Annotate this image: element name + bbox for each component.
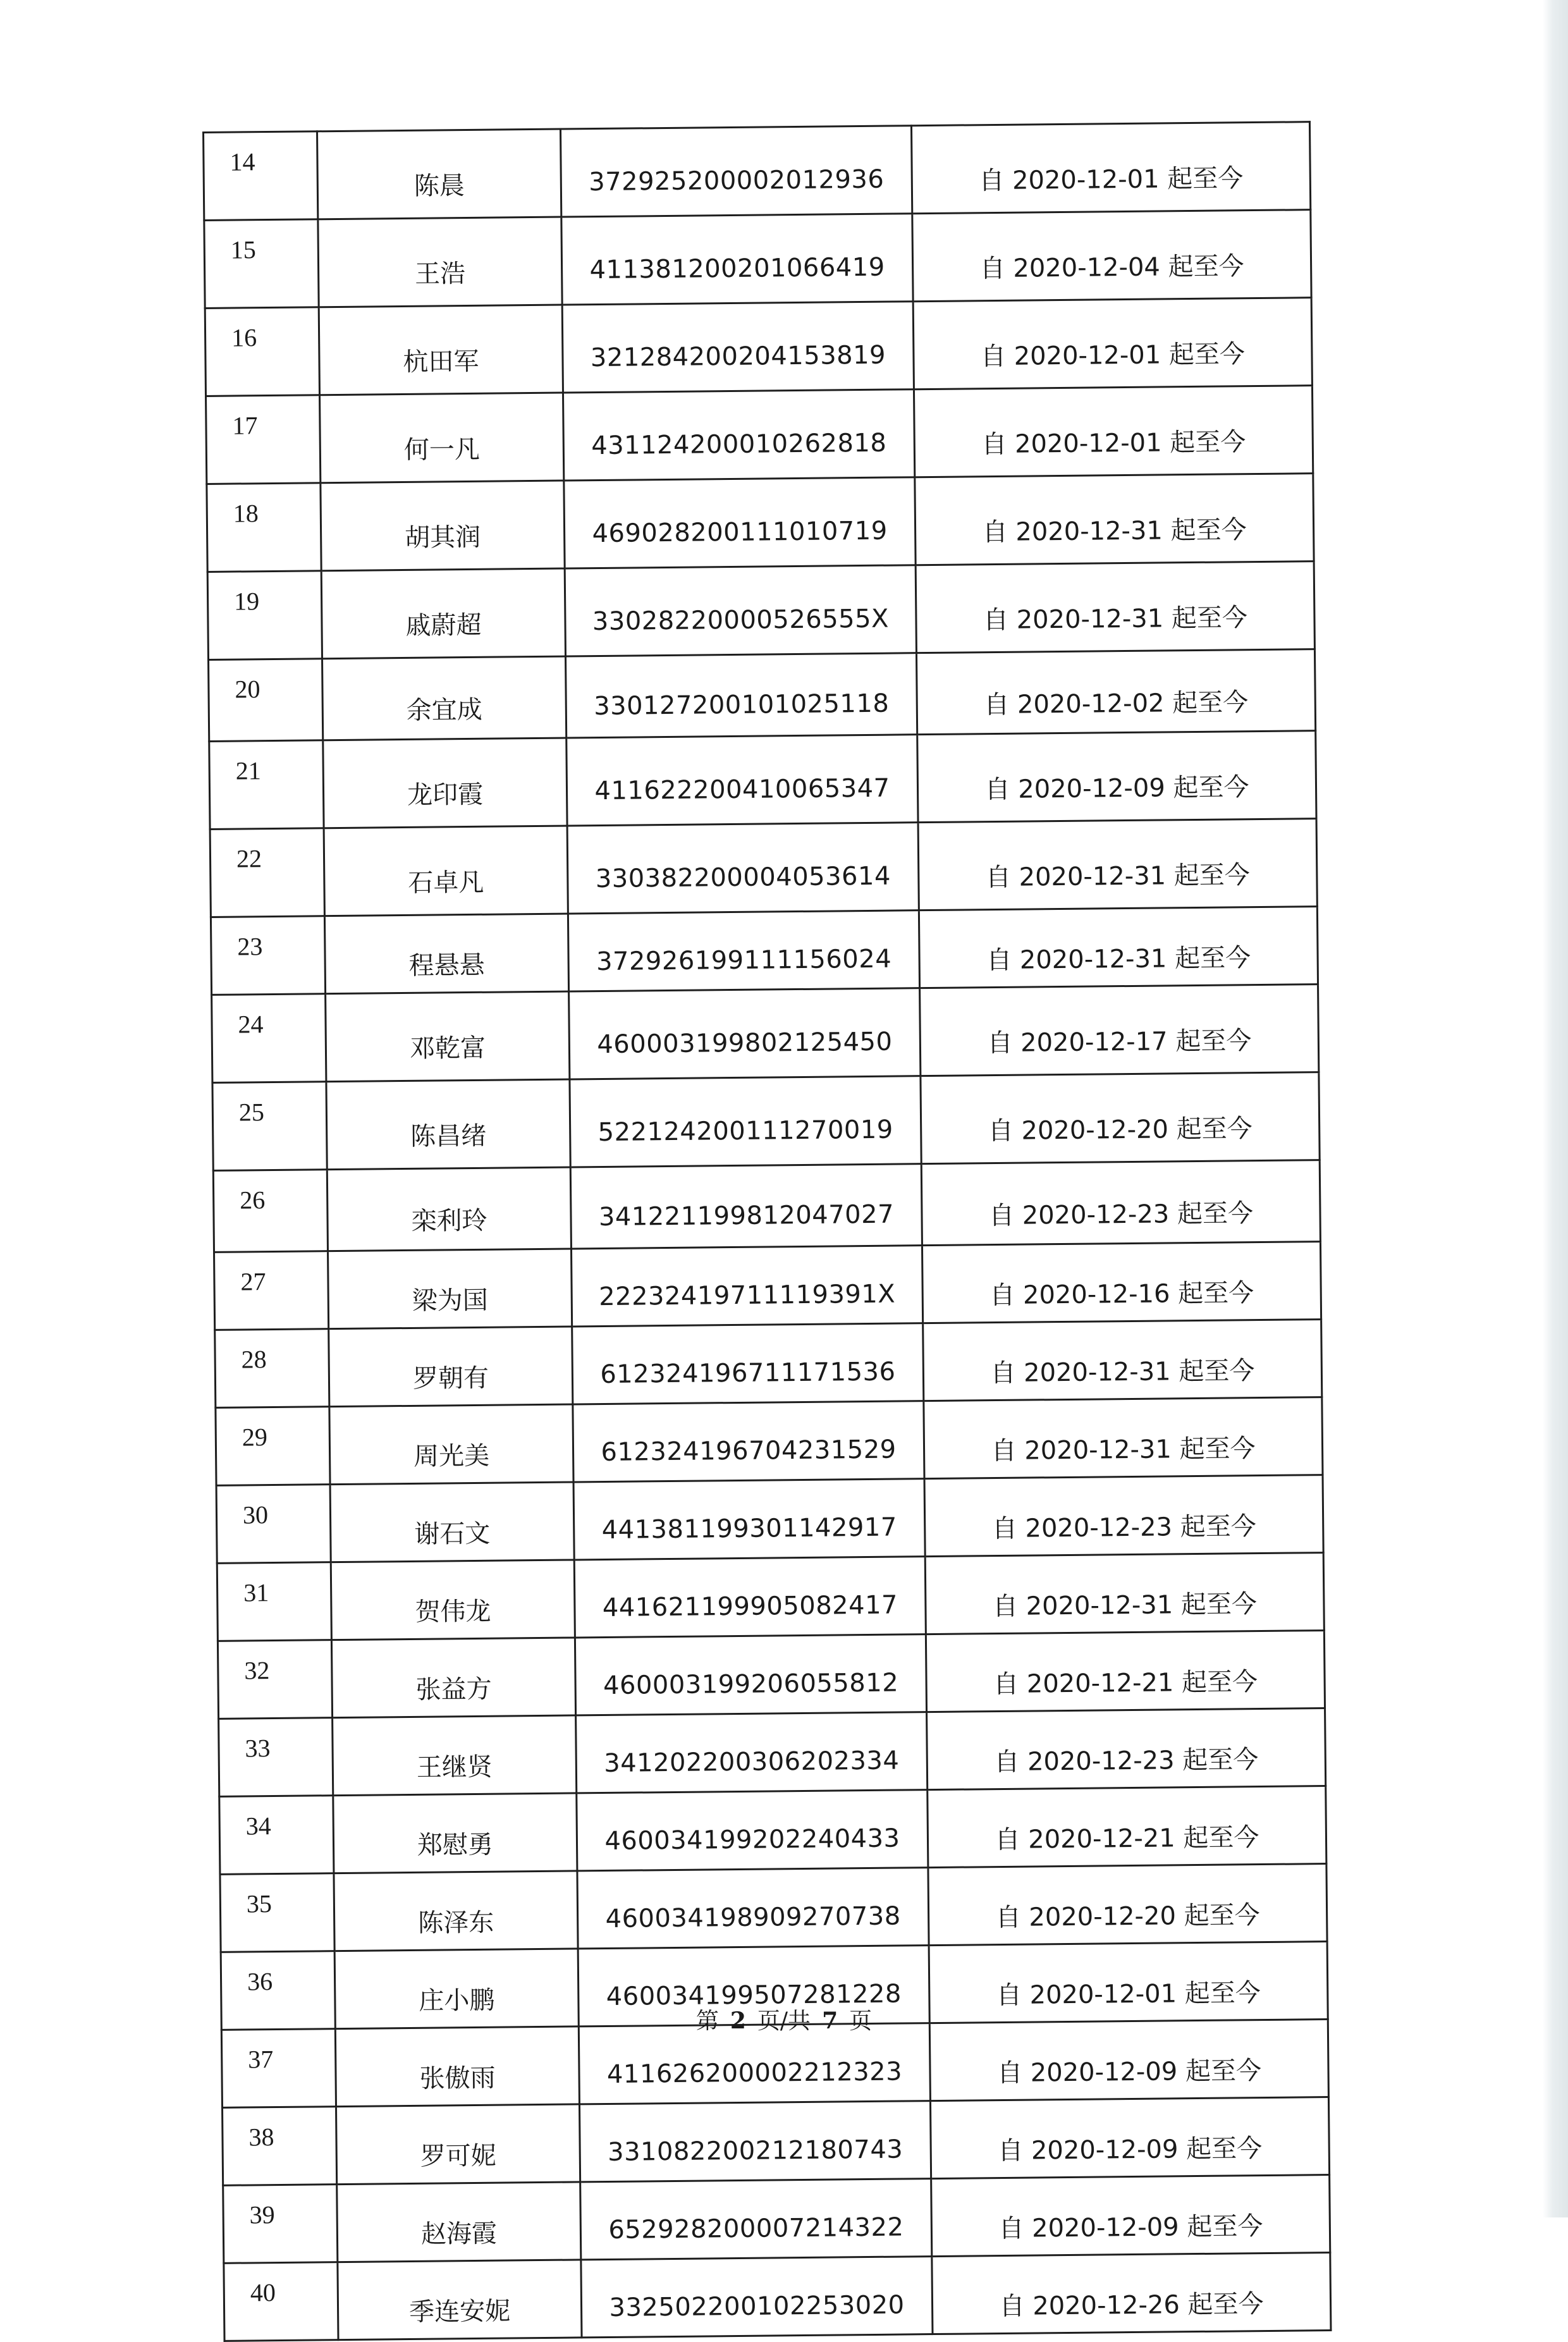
name-cell: 石卓凡 [324, 826, 568, 916]
page-footer [0, 2003, 1568, 2035]
table-row [223, 2097, 1330, 2186]
id-number-cell: 372926199111156024 [568, 910, 919, 991]
id-number-cell: 341221199812047027 [570, 1164, 922, 1249]
name-cell: 赵海霞 [337, 2182, 581, 2262]
id-number-cell: 431124200010262818 [563, 389, 914, 481]
row-number-cell: 22 [210, 828, 324, 917]
table-row [206, 386, 1313, 484]
name-cell: 罗可妮 [336, 2104, 580, 2185]
table-row [209, 731, 1316, 830]
name-cell: 杭田军 [319, 305, 563, 395]
name-cell: 陈晨 [317, 129, 561, 219]
start-date-cell: 自 2020-12-01 起至今 [911, 122, 1310, 214]
row-number-cell: 34 [219, 1796, 334, 1875]
table-row [210, 819, 1317, 917]
id-number-cell: 460003199206055812 [575, 1634, 926, 1715]
start-date-cell: 自 2020-12-31 起至今 [916, 561, 1314, 653]
row-number-cell: 24 [212, 994, 326, 1083]
footer-page-number: 2 [730, 2008, 746, 2034]
row-number-cell: 26 [213, 1170, 328, 1253]
id-number-cell: 612324196711171536 [572, 1323, 924, 1404]
row-number-cell: 14 [204, 132, 318, 221]
row-number-cell: 32 [217, 1640, 332, 1719]
start-date-cell: 自 2020-12-31 起至今 [923, 1320, 1322, 1401]
start-date-cell: 自 2020-12-26 起至今 [932, 2253, 1331, 2334]
id-number-cell: 460034199507281228 [578, 1946, 929, 2026]
name-cell: 龙印霞 [323, 738, 567, 828]
start-date-cell: 自 2020-12-09 起至今 [930, 2097, 1329, 2179]
id-number-cell: 460003199802125450 [569, 988, 921, 1079]
table-row [220, 1864, 1327, 1953]
row-number-cell: 39 [223, 2185, 338, 2264]
id-number-cell: 441621199905082417 [574, 1557, 926, 1638]
table-row [204, 210, 1311, 309]
row-number-cell: 21 [209, 740, 324, 830]
row-number-cell: 29 [216, 1407, 330, 1486]
row-number-cell: 15 [204, 219, 319, 309]
name-cell: 戚蔚超 [321, 568, 565, 659]
scan-edge-shadow [1543, 0, 1568, 2217]
id-number-cell: 330382200004053614 [567, 823, 919, 914]
name-cell: 陈昌绪 [326, 1079, 570, 1170]
start-date-cell: 自 2020-12-23 起至今 [924, 1475, 1323, 1557]
name-cell: 何一凡 [320, 393, 564, 483]
start-date-cell: 自 2020-12-23 起至今 [921, 1160, 1320, 1246]
start-date-cell: 自 2020-12-17 起至今 [920, 984, 1319, 1076]
table-row [217, 1631, 1325, 1719]
footer-middle: 页/共 [757, 2008, 811, 2034]
footer-suffix: 页 [849, 2008, 873, 2034]
row-number-cell: 20 [209, 659, 323, 742]
table-row [207, 474, 1314, 572]
start-date-cell: 自 2020-12-09 起至今 [931, 2175, 1330, 2257]
id-number-cell: 522124200111270019 [570, 1076, 921, 1167]
name-cell: 程悬悬 [324, 914, 568, 994]
id-number-cell: 612324196704231529 [573, 1401, 924, 1482]
name-cell: 栾利玲 [327, 1167, 571, 1251]
row-number-cell: 18 [207, 483, 321, 572]
row-number-cell: 23 [211, 916, 325, 995]
name-cell: 梁为国 [328, 1249, 572, 1329]
table-row [217, 1553, 1324, 1641]
id-number-cell: 341202200306202334 [576, 1712, 928, 1793]
name-cell: 郑慰勇 [333, 1793, 577, 1873]
start-date-cell: 自 2020-12-04 起至今 [912, 210, 1311, 302]
name-cell: 邓乾富 [326, 991, 570, 1082]
name-cell: 季连安妮 [338, 2260, 582, 2340]
footer-prefix: 第 [695, 2008, 719, 2034]
id-number-cell: 321284200204153819 [562, 302, 914, 393]
id-number-cell: 331082200212180743 [579, 2101, 931, 2182]
table-row [211, 907, 1318, 995]
row-number-cell: 27 [214, 1251, 329, 1330]
table-row [224, 2253, 1331, 2341]
row-number-cell: 40 [224, 2262, 338, 2341]
name-cell: 王继贤 [333, 1715, 577, 1796]
table-row [207, 561, 1314, 660]
start-date-cell: 自 2020-12-21 起至今 [926, 1631, 1325, 1712]
start-date-cell: 自 2020-12-20 起至今 [928, 1864, 1327, 1946]
table-row [219, 1708, 1326, 1797]
table-row [209, 649, 1316, 742]
row-number-cell: 35 [220, 1873, 334, 1953]
name-cell: 陈泽东 [334, 1871, 578, 1951]
table-row [212, 984, 1319, 1083]
start-date-cell: 自 2020-12-31 起至今 [924, 1397, 1323, 1479]
id-number-cell: 460034199202240433 [577, 1790, 928, 1871]
start-date-cell: 自 2020-12-23 起至今 [927, 1708, 1326, 1790]
id-number-cell: 411626200002212323 [579, 2023, 930, 2104]
name-cell: 张益方 [331, 1638, 575, 1718]
name-cell: 胡其润 [321, 481, 565, 571]
start-date-cell: 自 2020-12-02 起至今 [916, 649, 1315, 735]
table-row [216, 1475, 1323, 1564]
table-row [213, 1160, 1320, 1253]
start-date-cell: 自 2020-12-21 起至今 [928, 1786, 1326, 1868]
start-date-cell: 自 2020-12-20 起至今 [921, 1072, 1320, 1164]
id-number-cell: 411622200410065347 [567, 735, 918, 826]
table-row [223, 2175, 1330, 2264]
start-date-cell: 自 2020-12-09 起至今 [929, 2020, 1328, 2101]
footer-total-pages: 7 [822, 2008, 838, 2034]
id-number-cell: 33028220000526555X [565, 565, 916, 656]
table-row [204, 122, 1311, 221]
id-number-cell: 469028200111010719 [564, 477, 916, 568]
id-number-cell: 372925200002012936 [560, 126, 912, 217]
row-number-cell: 38 [223, 2107, 337, 2186]
start-date-cell: 自 2020-12-01 起至今 [914, 386, 1313, 477]
row-number-cell: 25 [212, 1082, 327, 1171]
start-date-cell: 自 2020-12-16 起至今 [922, 1242, 1321, 1323]
start-date-cell: 自 2020-12-01 起至今 [929, 1942, 1328, 2023]
id-number-cell: 22232419711119391X [571, 1246, 922, 1327]
row-number-cell: 33 [219, 1718, 333, 1797]
name-cell: 周光美 [329, 1404, 573, 1485]
start-date-cell: 自 2020-12-09 起至今 [917, 731, 1316, 823]
table-row [215, 1320, 1322, 1408]
id-number-cell: 460034198909270738 [577, 1868, 929, 1949]
name-cell: 余宜成 [322, 656, 567, 740]
start-date-cell: 自 2020-12-31 起至今 [915, 474, 1314, 565]
table-row [219, 1786, 1326, 1875]
start-date-cell: 自 2020-12-01 起至今 [913, 298, 1312, 389]
name-cell: 罗朝有 [329, 1327, 573, 1407]
name-cell: 王浩 [318, 217, 562, 307]
table-row [216, 1397, 1323, 1486]
row-number-cell: 16 [205, 307, 319, 396]
row-number-cell: 37 [221, 2029, 336, 2108]
row-number-cell: 28 [215, 1329, 329, 1408]
id-number-cell: 332502200102253020 [581, 2257, 933, 2338]
start-date-cell: 自 2020-12-31 起至今 [925, 1553, 1324, 1634]
name-cell: 谢石文 [330, 1482, 574, 1562]
name-cell: 贺伟龙 [331, 1560, 575, 1640]
start-date-cell: 自 2020-12-31 起至今 [918, 819, 1317, 910]
table-row [214, 1242, 1321, 1330]
id-number-cell: 652928200007214322 [580, 2179, 932, 2260]
id-number-cell: 330127200101025118 [565, 653, 917, 738]
start-date-cell: 自 2020-12-31 起至今 [919, 907, 1318, 988]
table-row [212, 1072, 1320, 1171]
row-number-cell: 36 [221, 1951, 335, 2030]
id-number-cell: 411381200201066419 [561, 214, 913, 305]
row-number-cell: 17 [206, 395, 321, 484]
row-number-cell: 31 [217, 1562, 331, 1641]
row-number-cell: 19 [207, 571, 322, 660]
table-row [205, 298, 1312, 396]
name-cell: 庄小鹏 [334, 1949, 579, 2029]
name-cell: 张傲雨 [335, 2026, 579, 2107]
id-number-cell: 441381199301142917 [573, 1479, 925, 1560]
row-number-cell: 30 [216, 1485, 331, 1564]
